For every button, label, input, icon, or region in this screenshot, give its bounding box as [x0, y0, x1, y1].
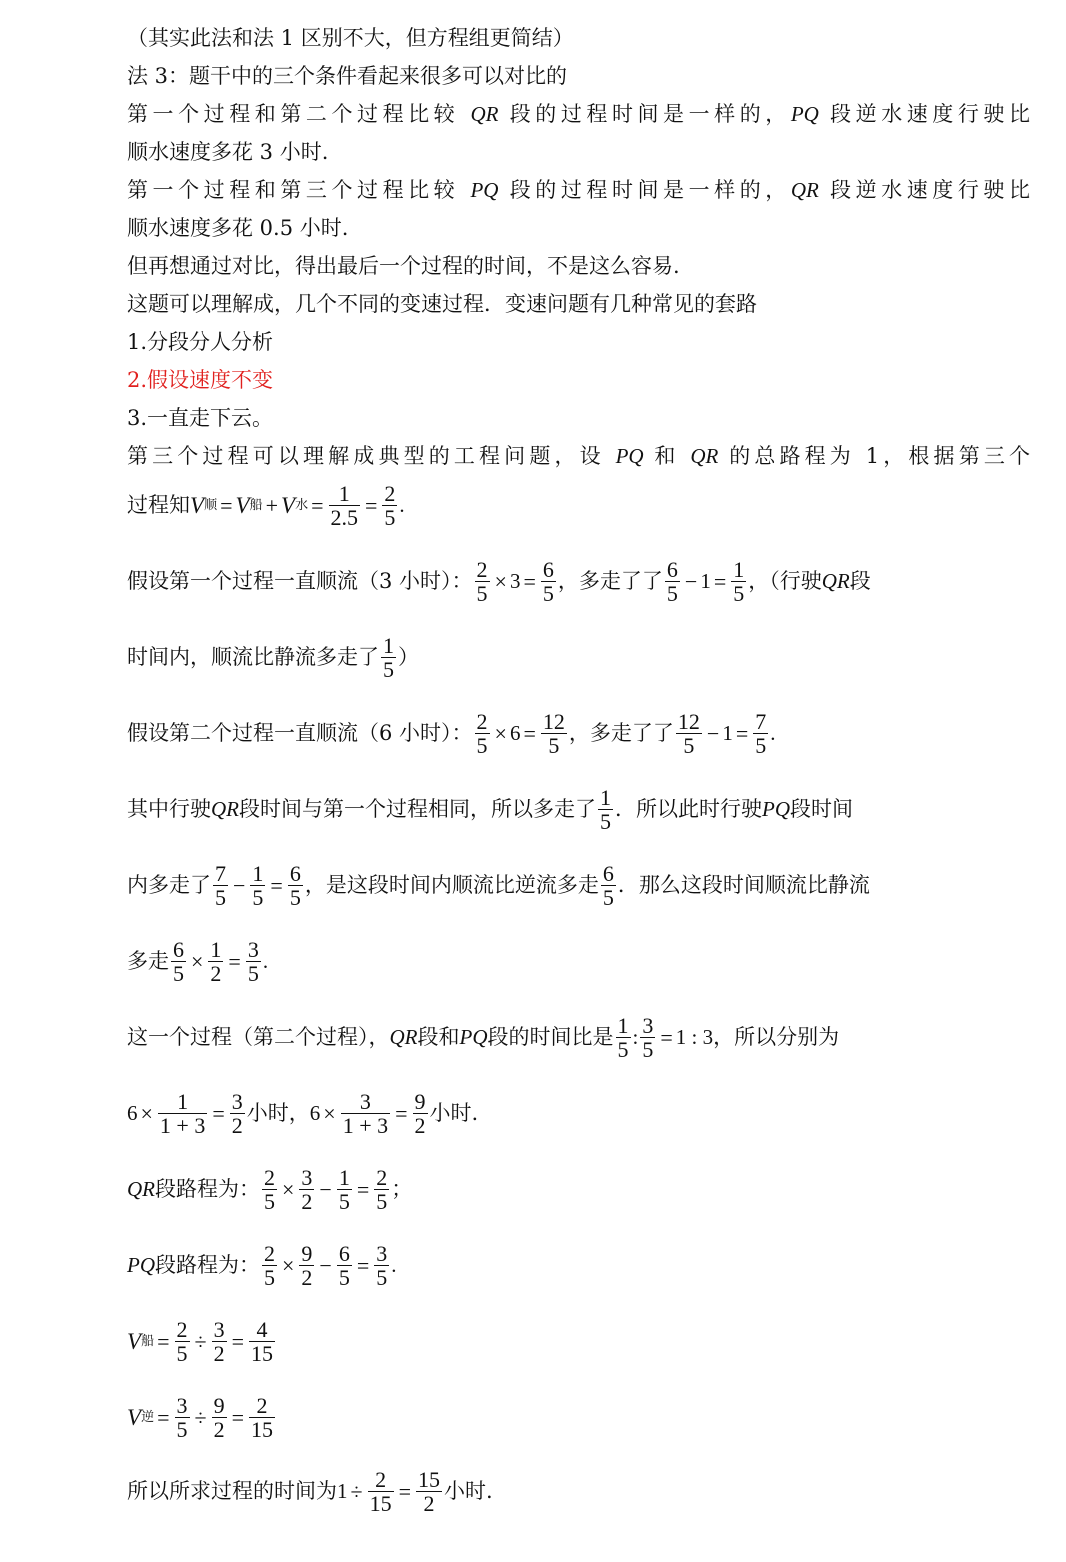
op-times: ×: [191, 948, 204, 974]
denominator: 5: [247, 961, 259, 987]
fraction: [262, 1166, 277, 1213]
list-item-1-text: 1.分段分人分析: [127, 330, 274, 354]
list-item-2-text: 2.假设速度不变: [127, 368, 274, 392]
fraction: [381, 634, 396, 681]
line-20-part-e: 段的时间比是: [487, 1025, 614, 1050]
segment-pq-label: PQ: [615, 444, 644, 468]
op-minus: −: [706, 720, 720, 746]
denominator: 5: [666, 581, 678, 607]
line-3-part-a: 第一个过程和第二个过程比较: [127, 102, 471, 126]
denominator: 5: [376, 1265, 388, 1291]
fraction: [299, 1166, 314, 1213]
line-12-part-c: 和: [643, 444, 691, 468]
denominator: 5: [173, 961, 184, 987]
text-line-3: [127, 104, 1030, 125]
text-line-8: [127, 294, 757, 315]
fraction: [329, 482, 361, 529]
op-minus: −: [684, 568, 698, 594]
op-minus: −: [319, 1176, 332, 1202]
text-line-21: [127, 1090, 478, 1137]
denominator: 5: [264, 1189, 275, 1215]
numerator: 9: [301, 1241, 313, 1266]
op-eq: =: [735, 720, 749, 746]
numerator: 1: [252, 861, 264, 886]
numerator: 3: [359, 1089, 371, 1114]
numerator: 2: [176, 1317, 188, 1342]
denominator: 2: [414, 1113, 426, 1139]
numerator: 1: [177, 1089, 189, 1114]
fraction: [341, 1090, 390, 1137]
line-19-part-a: 多走: [127, 949, 169, 974]
numerator: 12: [542, 709, 565, 734]
denominator: 5: [476, 733, 488, 759]
op-colon: :: [632, 1025, 639, 1050]
text-line-7: [127, 256, 680, 277]
denominator: 5: [338, 1265, 350, 1291]
numerator: 3: [176, 1393, 188, 1418]
denominator: 5: [617, 1037, 629, 1063]
list-item-3-text: 3.一直走下云。: [127, 406, 274, 430]
op-eq: =: [220, 492, 233, 518]
segment-qr-label: QR: [821, 569, 850, 594]
denominator: 5: [476, 581, 488, 607]
line-13-text: 过程知: [127, 493, 190, 518]
text-line-20: [127, 1014, 1030, 1061]
segment-qr-label: QR: [790, 178, 819, 202]
numerator: 3: [231, 1089, 243, 1114]
denominator: 1 + 3: [342, 1113, 389, 1139]
line-17-part-a: 其中行驶: [127, 797, 211, 822]
op-minus: −: [233, 872, 246, 898]
op-div: ÷: [194, 1328, 207, 1354]
fraction: [337, 1242, 352, 1289]
fraction: [212, 1318, 227, 1365]
numerator: 2: [256, 1393, 268, 1418]
denominator: 5: [602, 885, 614, 911]
op-times: ×: [494, 568, 507, 594]
numerator: 2: [264, 1241, 275, 1266]
numerator: 3: [376, 1241, 388, 1266]
denominator: 5: [215, 885, 226, 911]
numerator: 1: [733, 557, 745, 582]
op-eq: =: [157, 1328, 170, 1354]
numerator: 6: [666, 557, 678, 582]
fraction: [249, 1394, 275, 1441]
fraction: [249, 1318, 275, 1365]
period: .: [391, 1253, 397, 1278]
equation-boat-speed: [127, 1318, 277, 1365]
fraction: [475, 710, 490, 757]
text-line-22: [127, 1166, 412, 1213]
line-17-part-d: ．所以此时行驶: [615, 797, 762, 822]
denominator: 2: [301, 1189, 313, 1215]
op-eq: =: [395, 1100, 408, 1126]
denominator: 2: [213, 1417, 225, 1443]
numerator: 2: [375, 1467, 387, 1492]
text-line-26-conclusion: [127, 1468, 493, 1515]
numerator: 6: [173, 937, 184, 962]
line-3-part-e: 段逆水速度行驶比: [818, 102, 1030, 126]
fraction: [374, 1166, 389, 1213]
semicolon: ；: [391, 1177, 413, 1202]
list-item-1: [127, 332, 273, 353]
var-v: V: [127, 1329, 142, 1355]
line-20-part-f: ，所以分别为: [713, 1025, 840, 1050]
fraction: [413, 1090, 428, 1137]
fraction: [601, 862, 616, 909]
denominator: 5: [338, 1189, 350, 1215]
op-eq: =: [228, 948, 241, 974]
number: 1: [700, 569, 711, 594]
fraction: [541, 558, 556, 605]
fraction: [416, 1468, 442, 1515]
op-eq: =: [157, 1404, 170, 1430]
line-17-part-f: 段时间: [790, 797, 853, 822]
segment-pq-label: PQ: [127, 1253, 155, 1278]
fraction: [676, 710, 702, 757]
op-eq: =: [311, 492, 324, 518]
op-div: ÷: [194, 1404, 207, 1430]
segment-pq-label: PQ: [459, 1025, 488, 1050]
numerator: 15: [418, 1467, 440, 1492]
numerator: 3: [213, 1317, 225, 1342]
line-22-part-b: 段路程为：: [155, 1177, 260, 1202]
segment-qr-label: QR: [389, 1025, 418, 1050]
op-eq: =: [523, 568, 536, 594]
numerator: 7: [215, 861, 226, 886]
fraction: [213, 862, 228, 909]
fraction: [598, 786, 613, 833]
fraction: [299, 1242, 314, 1289]
numerator: 6: [602, 861, 614, 886]
fraction: [230, 1090, 245, 1137]
line-14-part-b: ，多走了了: [557, 569, 663, 594]
op-times: ×: [282, 1252, 295, 1278]
text-line-16: [127, 710, 775, 757]
line-14-part-a: 假设第一个过程一直顺流（3 小时）：: [127, 569, 473, 594]
line-12-part-e: 的总路程为 1，根据第三个: [718, 444, 1030, 468]
numerator: 1: [383, 633, 394, 658]
var-v: V: [190, 493, 205, 519]
line-23-part-b: 段路程为：: [155, 1253, 260, 1278]
numerator: 2: [384, 481, 396, 506]
op-eq: =: [398, 1478, 411, 1504]
line-21-part-b: 小时.: [429, 1101, 479, 1126]
denominator: 15: [251, 1417, 273, 1443]
denominator: 5: [733, 581, 745, 607]
numerator: 9: [414, 1089, 426, 1114]
numerator: 1: [617, 1013, 629, 1038]
text-line-12: [127, 446, 1030, 467]
number: 6: [309, 1101, 321, 1126]
segment-pq-label: PQ: [762, 797, 790, 822]
denominator: 1 + 3: [159, 1113, 206, 1139]
op-times: ×: [323, 1100, 336, 1126]
text-line-6: [127, 218, 348, 239]
text-line-2: [127, 66, 567, 87]
op-eq: =: [523, 720, 536, 746]
list-item-3: [127, 408, 273, 429]
numerator: 2: [476, 709, 488, 734]
denominator: 5: [264, 1265, 275, 1291]
line-5-part-a: 第一个过程和第三个过程比较: [127, 178, 471, 202]
text-line-15: [127, 634, 419, 681]
fraction: [374, 1242, 389, 1289]
var-v: V: [281, 493, 296, 519]
numerator: 1: [338, 1165, 350, 1190]
op-eq: =: [660, 1024, 673, 1050]
op-plus: +: [265, 492, 278, 518]
line-7-text: 但再想通过对比，得出最后一个过程的时间，不是这么容易.: [127, 254, 680, 278]
line-5-part-c: 段的过程时间是一样的，: [498, 178, 791, 202]
fraction: [616, 1014, 631, 1061]
line-5-part-e: 段逆水速度行驶比: [818, 178, 1030, 202]
segment-qr-label: QR: [127, 1177, 155, 1202]
denominator: 5: [755, 733, 767, 759]
number: 1: [337, 1479, 348, 1504]
fraction: [475, 558, 490, 605]
fraction: [171, 938, 186, 985]
line-16-part-b: ，多走了了: [568, 721, 674, 746]
numerator: 3: [247, 937, 259, 962]
text-line-23: [127, 1242, 397, 1289]
numerator: 4: [256, 1317, 268, 1342]
sub-shui: 水: [295, 498, 309, 514]
denominator: 5: [376, 1189, 388, 1215]
denominator: 15: [369, 1491, 392, 1517]
numerator: 3: [642, 1013, 654, 1038]
denominator: 15: [251, 1341, 273, 1367]
numerator: 6: [289, 861, 301, 886]
denominator: 2: [301, 1265, 313, 1291]
sub-ni: 逆: [141, 1410, 155, 1426]
text-line-14: [127, 558, 1030, 605]
line-14-part-c: ，（行驶: [748, 569, 822, 594]
numerator: 2: [264, 1165, 275, 1190]
op-eq: =: [231, 1404, 244, 1430]
op-minus: −: [319, 1252, 332, 1278]
denominator: 2.5: [330, 505, 358, 531]
period: .: [399, 493, 405, 518]
fraction: [262, 1242, 277, 1289]
op-eq: =: [365, 492, 378, 518]
ratio-value: 1 : 3: [675, 1025, 714, 1050]
fraction: [158, 1090, 207, 1137]
line-18-part-c: ．那么这段时间顺流比静流: [617, 873, 870, 898]
numerator: 2: [376, 1165, 388, 1190]
line-3-part-c: 段的过程时间是一样的，: [498, 102, 791, 126]
line-20-part-a: 这一个过程（第二个过程），: [127, 1025, 390, 1050]
fraction: [640, 1014, 655, 1061]
denominator: 5: [383, 657, 394, 683]
line-14-part-e: 段: [849, 569, 871, 594]
number: 3: [509, 569, 521, 594]
line-26-part-b: 小时.: [444, 1479, 493, 1504]
denominator: 5: [176, 1341, 188, 1367]
line-2-text: 法 3：题干中的三个条件看起来很多可以对比的: [127, 64, 568, 88]
denominator: 5: [384, 505, 396, 531]
fraction: [212, 1394, 227, 1441]
denominator: 5: [676, 733, 702, 757]
op-times: ×: [140, 1100, 153, 1126]
denominator: 2: [231, 1113, 243, 1139]
op-eq: =: [270, 872, 283, 898]
fraction: [337, 1166, 352, 1213]
fraction: [288, 862, 303, 909]
text-line-5: [127, 180, 1030, 201]
op-eq: =: [713, 568, 727, 594]
numerator: 12: [677, 709, 700, 734]
var-v: V: [235, 493, 250, 519]
fraction: [246, 938, 261, 985]
denominator: 2: [213, 1341, 225, 1367]
line-18-part-a: 内多走了: [127, 873, 211, 898]
numerator: 9: [213, 1393, 225, 1418]
segment-qr-label: QR: [211, 797, 239, 822]
fraction: [208, 938, 223, 985]
number: 6: [127, 1101, 138, 1126]
segment-qr-label: QR: [470, 102, 499, 126]
numerator: 6: [542, 557, 554, 582]
op-times: ×: [282, 1176, 295, 1202]
line-26-part-a: 所以所求过程的时间为: [127, 1479, 337, 1504]
fraction: [541, 710, 567, 757]
numerator: 1: [210, 937, 222, 962]
numerator: 7: [755, 709, 767, 734]
line-8-text: 这题可以理解成，几个不同的变速过程．变速问题有几种常见的套路: [127, 292, 757, 316]
numerator: 3: [301, 1165, 313, 1190]
line-21-part-a: 小时，: [246, 1101, 310, 1126]
fraction: [250, 862, 265, 909]
segment-qr-label: QR: [690, 444, 719, 468]
denominator: 5: [642, 1037, 654, 1063]
number: 6: [509, 721, 521, 746]
op-div: ÷: [350, 1478, 363, 1504]
line-15-part-a: 时间内，顺流比静流多走了: [127, 645, 379, 670]
op-eq: =: [231, 1328, 244, 1354]
denominator: 5: [600, 809, 611, 835]
line-6-text: 顺水速度多花 0.5 小时.: [127, 216, 349, 240]
line-16-part-a: 假设第二个过程一直顺流（6 小时）：: [127, 721, 473, 746]
fraction: [731, 558, 746, 605]
line-17-part-c: 段时间与第一个过程相同，所以多走了: [239, 797, 596, 822]
line-4-text: 顺水速度多花 3 小时.: [127, 140, 329, 164]
line-20-part-c: 段和: [417, 1025, 460, 1050]
equation-upstream-speed: [127, 1394, 277, 1441]
text-line-4: [127, 142, 328, 163]
numerator: 1: [338, 481, 350, 506]
line-1-text: （其实此法和法 1 区别不大，但方程组更简结）: [127, 26, 574, 50]
line-15-part-b: ）: [398, 645, 419, 670]
line-12-part-a: 第三个过程可以理解成典型的工程问题，设: [127, 444, 616, 468]
denominator: 2: [416, 1491, 442, 1515]
op-eq: =: [212, 1100, 225, 1126]
number: 1: [722, 721, 733, 746]
period: .: [770, 721, 776, 746]
numerator: 1: [600, 785, 611, 810]
numerator: 2: [476, 557, 488, 582]
text-line-17: [127, 786, 1030, 833]
fraction: [382, 482, 397, 529]
op-times: ×: [494, 720, 507, 746]
denominator: 5: [289, 885, 301, 911]
denominator: 5: [176, 1417, 188, 1443]
denominator: 5: [542, 581, 554, 607]
op-eq: =: [356, 1176, 370, 1202]
segment-pq-label: PQ: [470, 178, 499, 202]
line-18-part-b: ，是这段时间内顺流比逆流多走: [304, 873, 599, 898]
segment-pq-label: PQ: [790, 102, 819, 126]
text-line-1: [127, 28, 574, 49]
sub-chuan: 船: [249, 498, 263, 514]
fraction: [665, 558, 680, 605]
fraction: [175, 1318, 190, 1365]
list-item-2-highlight: [127, 370, 273, 391]
text-line-18: [127, 862, 1030, 909]
denominator: 2: [210, 961, 222, 987]
period: .: [262, 949, 269, 974]
numerator: 6: [338, 1241, 350, 1266]
fraction: [753, 710, 768, 757]
sub-chuan: 船: [141, 1334, 155, 1350]
denominator: 5: [252, 885, 264, 911]
op-eq: =: [356, 1252, 370, 1278]
fraction: [368, 1468, 394, 1515]
equation-downstream-speed: [127, 482, 405, 529]
denominator: 5: [541, 733, 567, 757]
sub-shun: 顺: [204, 498, 218, 514]
var-v: V: [127, 1405, 142, 1431]
fraction: [175, 1394, 190, 1441]
text-line-19: [127, 938, 268, 985]
